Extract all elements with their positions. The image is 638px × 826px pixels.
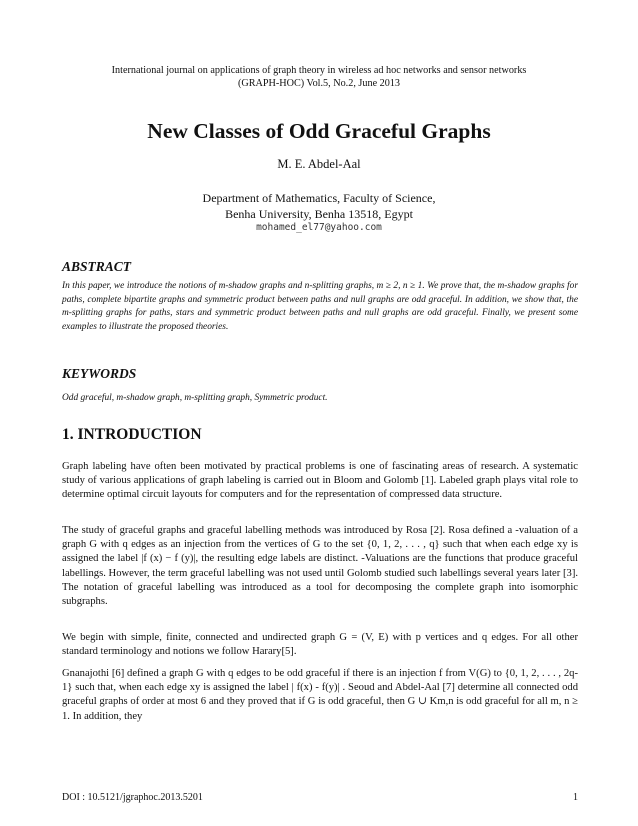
abstract-text: In this paper, we introduce the notions of m-shadow graphs and n-splitting graphs, m ≥ 2, n ≥ 1. We prove that, the m-shadow graphs for paths, complete bipartite graphs and symmetric product between paths and null graphs are odd graceful. In addition, we show that, the m-splitting graphs for paths, stars and symmetric product between paths and null graphs are odd graceful. Finally, we present some examples to illustrate the proposed theories. — [62, 281, 578, 332]
intro-paragraph-1: Graph labeling have often been motivated by practical problems is one of fascinating areas of research. A systematic study of various applications of graph labeling is carried out in Bloom and Golomb [1]. Labeled graph plays vital role to determine optimal circuit layouts for computers and for the representation of compressed data structure. — [62, 461, 578, 501]
page-number: 1 — [573, 792, 578, 803]
journal-header-line2: (GRAPH-HOC) Vol.5, No.2, June 2013 — [237, 78, 401, 89]
journal-header — [60, 64, 578, 90]
doi-text: DOI : 10.5121/jgraphoc.2013.5201 — [62, 792, 203, 803]
intro-paragraph-4: Gnanajothi [6] defined a graph G with q edges to be odd graceful if there is an injection f from V(G) to {0, 1, 2, . . . , 2q-1} such that, when each edge xy is assigned the label | f(x) - f(y)| . Seoud and Abdel-Aal [7] determine all connected odd graceful graphs of order at most 6 and they proved that if G is odd graceful, then G ∪ Km,n is odd graceful for all m, n ≥ 1. In addition, they — [62, 668, 578, 722]
journal-header-line1: International journal on applications of graph theory in wireless ad hoc networks and sensor networks — [111, 65, 527, 76]
intro-paragraph-3: We begin with simple, finite, connected and undirected graph G = (V, E) with p vertices and q edges. For all other standard terminology and notions we follow Harary[5]. — [62, 632, 578, 658]
section-heading: 1. INTRODUCTION — [62, 426, 202, 443]
abstract-heading: ABSTRACT — [62, 259, 132, 274]
affiliation — [40, 190, 598, 222]
affiliation-line1: Department of Mathematics, Faculty of Science, — [202, 191, 436, 205]
keywords-text: Odd graceful, m-shadow graph, m-splitting graph, Symmetric product. — [62, 393, 328, 403]
affiliation-line2: Benha University, Benha 13518, Egypt — [225, 207, 413, 221]
keywords-heading: KEYWORDS — [62, 366, 137, 381]
intro-paragraph-2: The study of graceful graphs and graceful labelling methods was introduced by Rosa [2]. Rosa defined a -valuation of a graph G with q edges as an injection from the vertices of G to the set {0, 1, 2, . . . , q} such that when each edge xy is assigned the label |f (x) − f (y)|, the resulting edge labels are distinct. -Valuations are the functions that produce graceful labellings. However, the term graceful labelling was not used until Golomb studied such labellings several years later [3]. The notation of graceful labelling was introduced as a tool for decomposing the complete graph into isomorphic subgraphs. — [62, 525, 578, 608]
author-name: M. E. Abdel-Aal — [277, 157, 361, 171]
paper-title: New Classes of Odd Graceful Graphs — [147, 119, 491, 143]
author-email: mohamed_el77@yahoo.com — [256, 222, 382, 233]
